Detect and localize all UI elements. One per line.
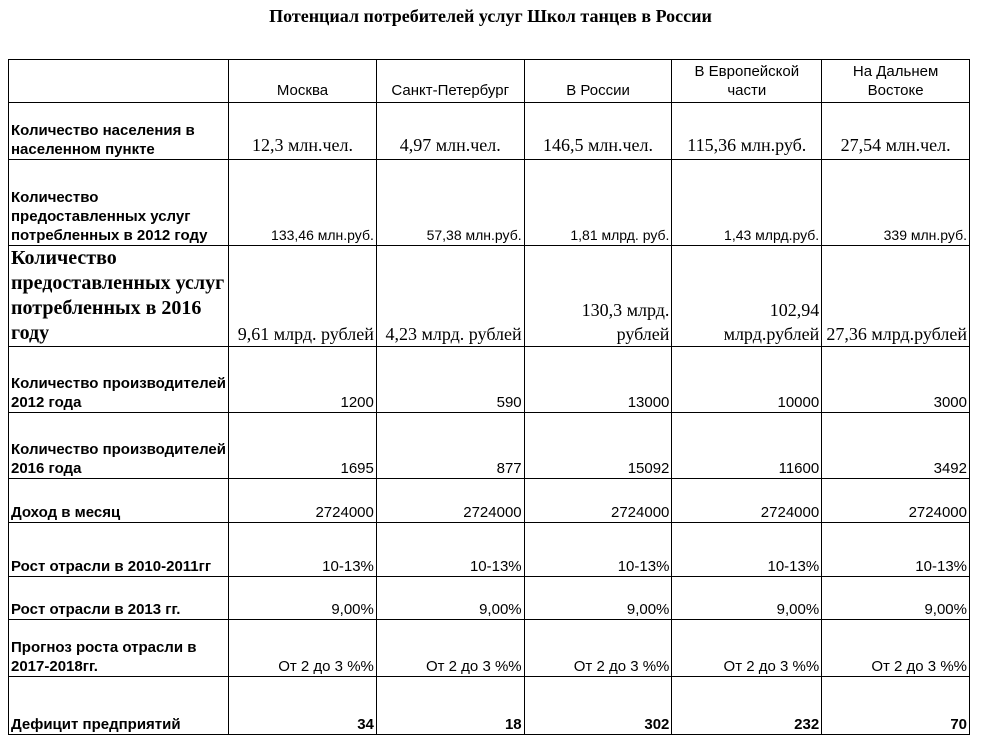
table-cell: 2724000 — [229, 479, 377, 523]
table-row — [9, 103, 970, 160]
header-cell-moscow: Москва — [229, 60, 377, 103]
table-cell: 4,97 млн.чел. — [376, 103, 524, 160]
table-cell: 146,5 млн.чел. — [524, 103, 672, 160]
header-cell-spb: Санкт-Петербург — [376, 60, 524, 103]
table-cell: 877 — [376, 413, 524, 479]
table-cell: 57,38 млн.руб. — [376, 160, 524, 246]
table-cell: 2724000 — [524, 479, 672, 523]
table-cell: 10-13% — [822, 523, 970, 577]
page-title: Потенциал потребителей услуг Школ танцев в России — [269, 6, 712, 26]
table-row — [9, 160, 970, 246]
table-cell: 10000 — [672, 347, 822, 413]
table-cell: 102,94 млрд.рублей — [672, 246, 822, 347]
table-cell: 1695 — [229, 413, 377, 479]
data-table — [8, 59, 970, 735]
table-cell: 9,00% — [822, 577, 970, 620]
row-label: Количество предоставленных услуг потребленных в 2012 году — [9, 160, 229, 246]
table-cell: От 2 до 3 %% — [229, 620, 377, 677]
table-cell: 339 млн.руб. — [822, 160, 970, 246]
table-row — [9, 413, 970, 479]
table-cell: 130,3 млрд. рублей — [524, 246, 672, 347]
table-cell: 27,36 млрд.рублей — [822, 246, 970, 347]
table-cell: 2724000 — [822, 479, 970, 523]
table-row — [9, 577, 970, 620]
table-cell: 10-13% — [524, 523, 672, 577]
row-label: Прогноз роста отрасли в 2017-2018гг. — [9, 620, 229, 677]
table-cell: 10-13% — [229, 523, 377, 577]
table-row — [9, 523, 970, 577]
table-cell: 10-13% — [376, 523, 524, 577]
table-cell: 1,81 млрд. руб. — [524, 160, 672, 246]
table-cell: От 2 до 3 %% — [376, 620, 524, 677]
table-cell: 1,43 млрд.руб. — [672, 160, 822, 246]
table-row — [9, 479, 970, 523]
table-cell: 10-13% — [672, 523, 822, 577]
table-cell: 9,61 млрд. рублей — [229, 246, 377, 347]
row-label: Доход в месяц — [9, 479, 229, 523]
table-header-row — [9, 60, 970, 103]
header-cell-fareast: На Дальнем Востоке — [822, 60, 970, 103]
table-row — [9, 677, 970, 735]
table-cell: 590 — [376, 347, 524, 413]
row-label: Рост отрасли в 2010-2011гг — [9, 523, 229, 577]
table-cell: 11600 — [672, 413, 822, 479]
table-cell: 3492 — [822, 413, 970, 479]
table-cell: 12,3 млн.чел. — [229, 103, 377, 160]
table-row — [9, 246, 970, 347]
row-label: Дефицит предприятий — [9, 677, 229, 735]
table-cell: 13000 — [524, 347, 672, 413]
table-cell: От 2 до 3 %% — [524, 620, 672, 677]
table-cell: 1200 — [229, 347, 377, 413]
table-cell: 15092 — [524, 413, 672, 479]
table-cell: 9,00% — [672, 577, 822, 620]
table-cell: 9,00% — [229, 577, 377, 620]
table-cell: 2724000 — [376, 479, 524, 523]
table-row — [9, 347, 970, 413]
table-cell: 70 — [822, 677, 970, 735]
table-cell: 18 — [376, 677, 524, 735]
table-cell: От 2 до 3 %% — [672, 620, 822, 677]
row-label: Количество производителей 2016 года — [9, 413, 229, 479]
table-cell: 9,00% — [524, 577, 672, 620]
table-cell: 4,23 млрд. рублей — [376, 246, 524, 347]
table-cell: 27,54 млн.чел. — [822, 103, 970, 160]
row-label: Количество населения в населенном пункте — [9, 103, 229, 160]
table-cell: 133,46 млн.руб. — [229, 160, 377, 246]
row-label: Количество производителей 2012 года — [9, 347, 229, 413]
row-label: Рост отрасли в 2013 гг. — [9, 577, 229, 620]
table-cell: 9,00% — [376, 577, 524, 620]
table-cell: 302 — [524, 677, 672, 735]
header-cell-russia: В России — [524, 60, 672, 103]
table-cell: 3000 — [822, 347, 970, 413]
table-cell: 232 — [672, 677, 822, 735]
table-cell: От 2 до 3 %% — [822, 620, 970, 677]
table-row — [9, 620, 970, 677]
table-cell: 34 — [229, 677, 377, 735]
header-cell-europe: В Европейской части — [672, 60, 822, 103]
row-label: Количество предоставленных услуг потребленных в 2016 году — [9, 246, 229, 347]
header-cell-empty — [9, 60, 229, 103]
table-cell: 115,36 млн.руб. — [672, 103, 822, 160]
table-cell: 2724000 — [672, 479, 822, 523]
